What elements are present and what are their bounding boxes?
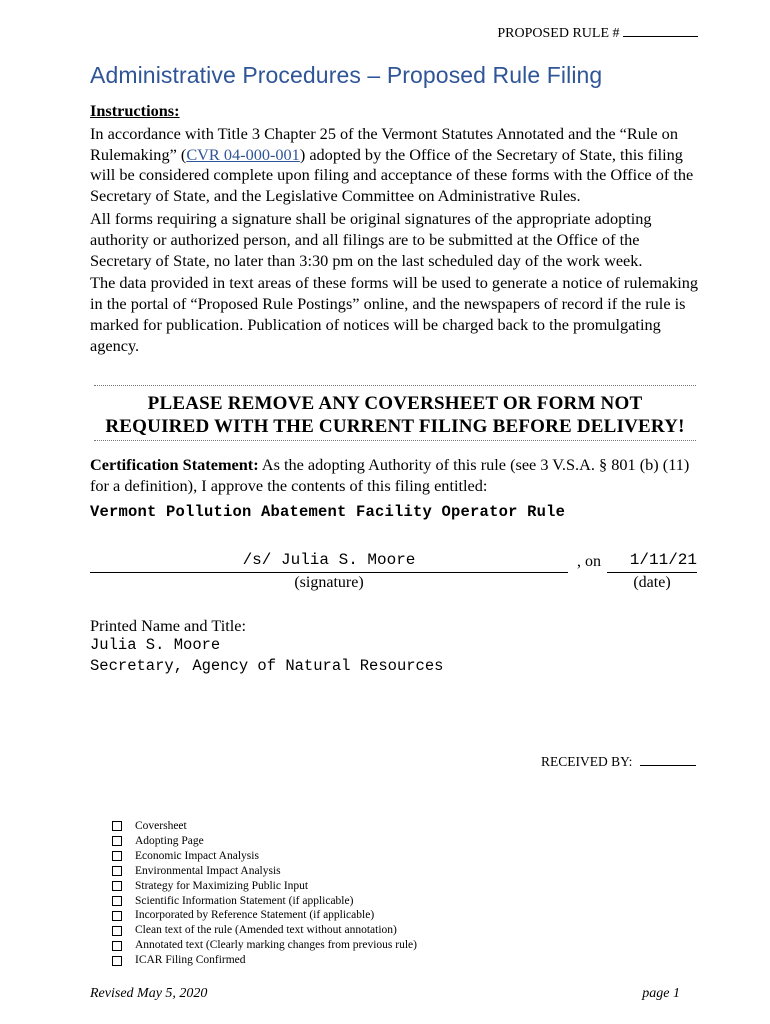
instructions-paragraph-2: All forms requiring a signature shall be original signatures of the appropriate adopting authority or authorized person, and all filings are to be submitted at the Office of the Secretary of State, no later than 3:30 pm on the last scheduled day of the work week. — [90, 208, 652, 270]
proposed-rule-number — [497, 24, 698, 42]
list-item: Incorporated by Reference Statement (if applicable) — [112, 908, 417, 923]
rule-title-field[interactable]: Vermont Pollution Abatement Facility Operator Rule — [90, 503, 566, 521]
printed-name-field[interactable]: Julia S. Moore — [90, 636, 221, 654]
removal-warning-banner — [90, 385, 700, 441]
instructions-heading: Instructions: — [90, 101, 180, 120]
received-by-blank — [640, 754, 696, 766]
list-item: Clean text of the rule (Amended text without annotation) — [112, 923, 417, 938]
instructions-paragraph-1: In accordance with Title 3 Chapter 25 of the Vermont Statutes Annotated and the “Rule on Rulemaking” (CVR 04-000-001) adopted by the Office of the Secretary of State, this filing will be considered complete upon filing and acceptance of these forms with the Office of the Secretary of State, and the Legislative Committee on Administrative Rules. — [90, 123, 694, 206]
certification-statement — [90, 454, 700, 496]
instructions-section — [90, 101, 700, 357]
revised-date: Revised May 5, 2020 — [90, 986, 208, 1001]
certification-text: As the adopting Authority of this rule (see 3 V.S.A. § 801 (b) (11) for a definition), I approve the contents of this filing entitled: — [90, 455, 690, 495]
checkbox-icon[interactable] — [112, 851, 122, 861]
checkbox-icon[interactable] — [112, 836, 122, 846]
certification-label: Certification Statement: — [90, 455, 259, 474]
list-item: Economic Impact Analysis — [112, 849, 417, 864]
rule-number-blank — [623, 24, 698, 37]
banner-dotted-rule-bottom — [94, 438, 696, 441]
list-item: ICAR Filing Confirmed — [112, 953, 417, 968]
banner-dotted-rule-top — [94, 385, 696, 392]
signature-field[interactable]: /s/ Julia S. Moore — [90, 551, 568, 573]
banner-line-2: REQUIRED WITH THE CURRENT FILING BEFORE DELIVERY! — [105, 416, 685, 437]
list-item: Scientific Information Statement (if applicable) — [112, 894, 417, 909]
list-item: Annotated text (Clearly marking changes from previous rule) — [112, 938, 417, 953]
checkbox-icon[interactable] — [112, 881, 122, 891]
instructions-paragraph-3: The data provided in text areas of these forms will be used to generate a notice of rulemaking in the portal of “Proposed Rule Postings” online, and the newspapers of record if the rule is marked for publication. Publication of notices will be charged back to the promulgating agency. — [90, 273, 699, 355]
on-label: , on — [577, 553, 601, 570]
checkbox-icon[interactable] — [112, 941, 122, 951]
checkbox-icon[interactable] — [112, 926, 122, 936]
list-item: Adopting Page — [112, 834, 417, 849]
rule-number-label: PROPOSED RULE # — [497, 26, 620, 41]
list-item: Strategy for Maximizing Public Input — [112, 879, 417, 894]
checkbox-icon[interactable] — [112, 911, 122, 921]
received-by — [541, 754, 696, 770]
list-item: Environmental Impact Analysis — [112, 864, 417, 879]
page-number: page 1 — [642, 986, 680, 1001]
banner-line-1: PLEASE REMOVE ANY COVERSHEET OR FORM NOT — [147, 393, 643, 414]
received-by-label: RECEIVED BY: — [541, 754, 633, 769]
printed-name-label: Printed Name and Title: — [90, 616, 247, 635]
date-field[interactable]: 1/11/21 — [607, 551, 697, 573]
checkbox-icon[interactable] — [112, 956, 122, 966]
page-title: Administrative Procedures – Proposed Rule Filing — [90, 62, 603, 88]
printed-title-field[interactable]: Secretary, Agency of Natural Resources — [90, 657, 444, 675]
filing-checklist — [112, 819, 417, 968]
cvr-link[interactable]: CVR 04-000-001 — [186, 144, 300, 164]
list-item: Coversheet — [112, 819, 417, 834]
signature-caption: (signature) — [294, 574, 364, 591]
date-caption: (date) — [633, 574, 671, 591]
checkbox-icon[interactable] — [112, 821, 122, 831]
checkbox-icon[interactable] — [112, 896, 122, 906]
checkbox-icon[interactable] — [112, 866, 122, 876]
